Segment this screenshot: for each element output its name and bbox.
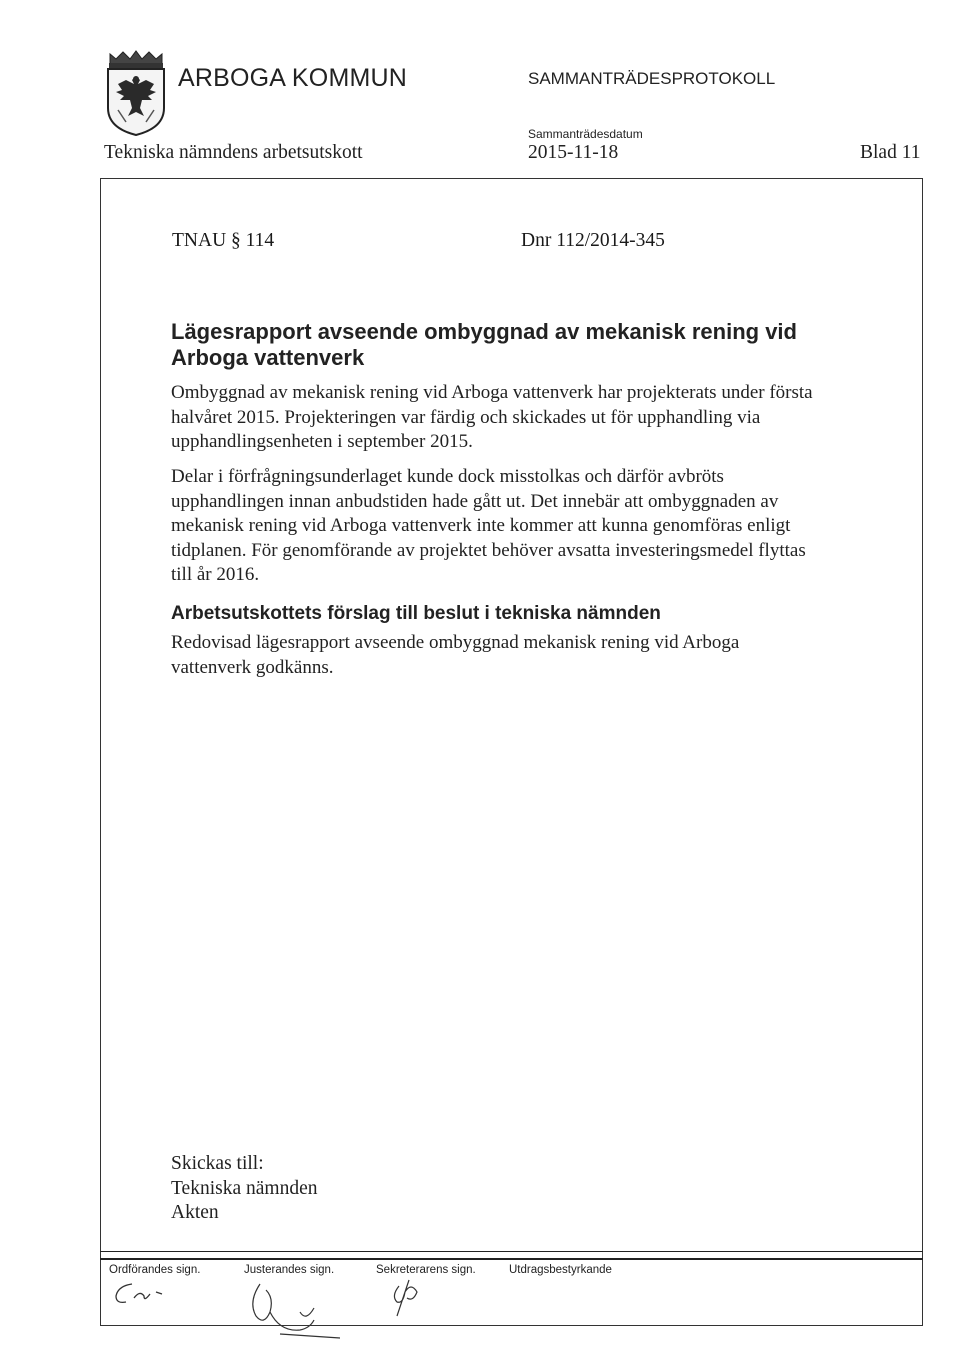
recipient: Akten — [171, 1202, 219, 1223]
secretary-signature — [385, 1272, 425, 1322]
proposal-text: Redovisad lägesrapport avseende ombyggnad mekanisk rening vid Arboga vattenverk godkänns. — [171, 632, 740, 678]
extract-certification-label: Utdragsbestyrkande — [509, 1264, 612, 1276]
signature-divider — [100, 1258, 923, 1260]
proposal-heading: Arbetsutskottets förslag till beslut i tekniska nämnden — [171, 603, 661, 624]
page-number: Blad 11 — [860, 142, 921, 163]
meeting-date-caption: Sammanträdesdatum — [528, 127, 643, 141]
distribution-list — [171, 1152, 317, 1226]
adjuster-signature — [240, 1272, 350, 1342]
body-paragraph: Ombyggnad av mekanisk rening vid Arboga vattenverk har projekterats under första halvåret 2015. Projekteringen var färdig och skickades ut för upphandling via upphandlingsenheten i september 2015. — [171, 382, 813, 452]
committee-name: Tekniska nämndens arbetsutskott — [104, 142, 363, 163]
adjuster-signature-label: Justerandes sign. — [244, 1264, 335, 1276]
chair-signature-label: Ordförandes sign. — [109, 1264, 201, 1276]
secretary-signature-label: Sekreterarens sign. — [376, 1264, 476, 1276]
chair-signature — [110, 1272, 190, 1312]
distribution-label: Skickas till: — [171, 1153, 264, 1174]
case-title: Lägesrapport avseende ombyggnad av mekanisk rening vid Arboga vattenverk — [171, 319, 797, 370]
paragraph-reference: TNAU § 114 — [172, 230, 275, 251]
signature-divider — [100, 1251, 923, 1252]
recipient: Tekniska nämnden — [171, 1177, 318, 1199]
meeting-date: 2015-11-18 — [528, 142, 619, 163]
organization-name: ARBOGA KOMMUN — [178, 64, 408, 92]
arboga-coat-of-arms-logo — [104, 50, 168, 136]
case-number: Dnr 112/2014-345 — [521, 230, 665, 251]
document-type: SAMMANTRÄDESPROTOKOLL — [528, 69, 776, 88]
body-paragraph: Delar i förfrågningsunderlaget kunde dock misstolkas och därför avbröts upphandlingen innan anbudstiden hade gått ut. Det innebär att ombyggnaden av mekanisk rening vid Arboga vattenverk inte kommer att kunna genomföras enligt tidplanen. För genomförande av projektet behöver avsatta investeringsmedel flyttas till år 2016. — [171, 466, 806, 585]
